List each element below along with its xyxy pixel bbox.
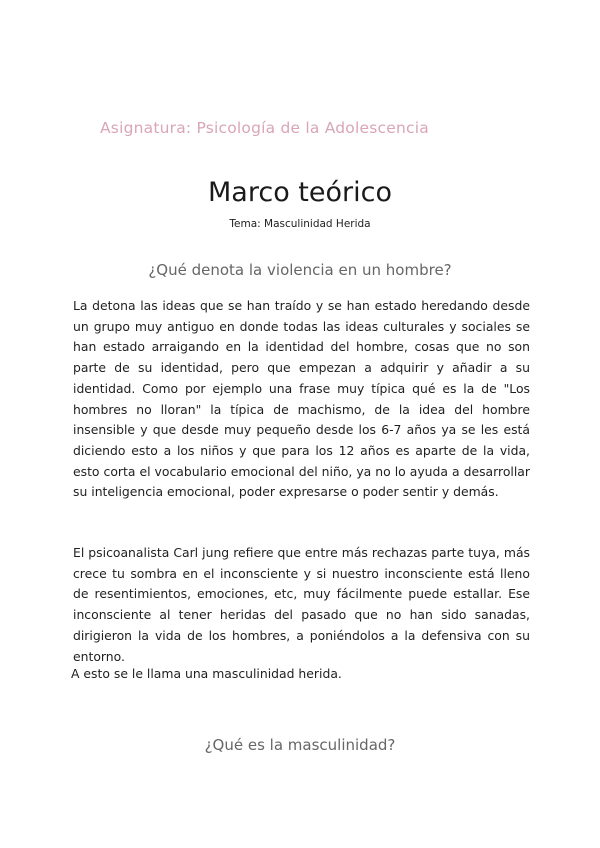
paragraph-conclusion: A esto se le llama una masculinidad herida. bbox=[71, 666, 342, 681]
section-heading-masculinity: ¿Qué es la masculinidad? bbox=[204, 736, 396, 754]
paragraph-violence-origin: La detona las ideas que se han traído y se han estado heredando desde un grupo muy antiguo en donde todas las ideas culturales y sociales se han estado arraigando en la identidad del hombre, cosas que no son parte de su identidad, pero que empezan a adquirir y añadir a su identidad. Como por ejemplo una frase muy típica qué es la de "Los hombres no lloran" la típica de machismo, de la idea del hombre insensible y que desde muy pequeño desde los 6-7 años ya se les está diciendo esto a los niños y que para los 12 años es aparte de la vida, esto corta el vocabulario emocional del niño, ya no lo ayuda a desarrollar su inteligencia emocional, poder expresarse o poder sentir y demás. bbox=[73, 298, 530, 500]
page-title: Marco teórico bbox=[208, 177, 392, 208]
paragraph-jung-shadow: El psicoanalista Carl jung refiere que entre más rechazas parte tuya, más crece tu sombra en el inconsciente y si nuestro inconsciente está lleno de resentimientos, emociones, etc, muy fácilmente puede estallar. Ese inconsciente al tener heridas del pasado que no han sido sanadas, dirigieron la vida de los hombres, a poniéndolos a la defensiva con su entorno. bbox=[73, 545, 530, 664]
subject-line: Asignatura: Psicología de la Adolescencia bbox=[100, 119, 429, 137]
section-heading-violence: ¿Qué denota la violencia en un hombre? bbox=[148, 261, 452, 279]
topic-line: Tema: Masculinidad Herida bbox=[229, 218, 371, 230]
